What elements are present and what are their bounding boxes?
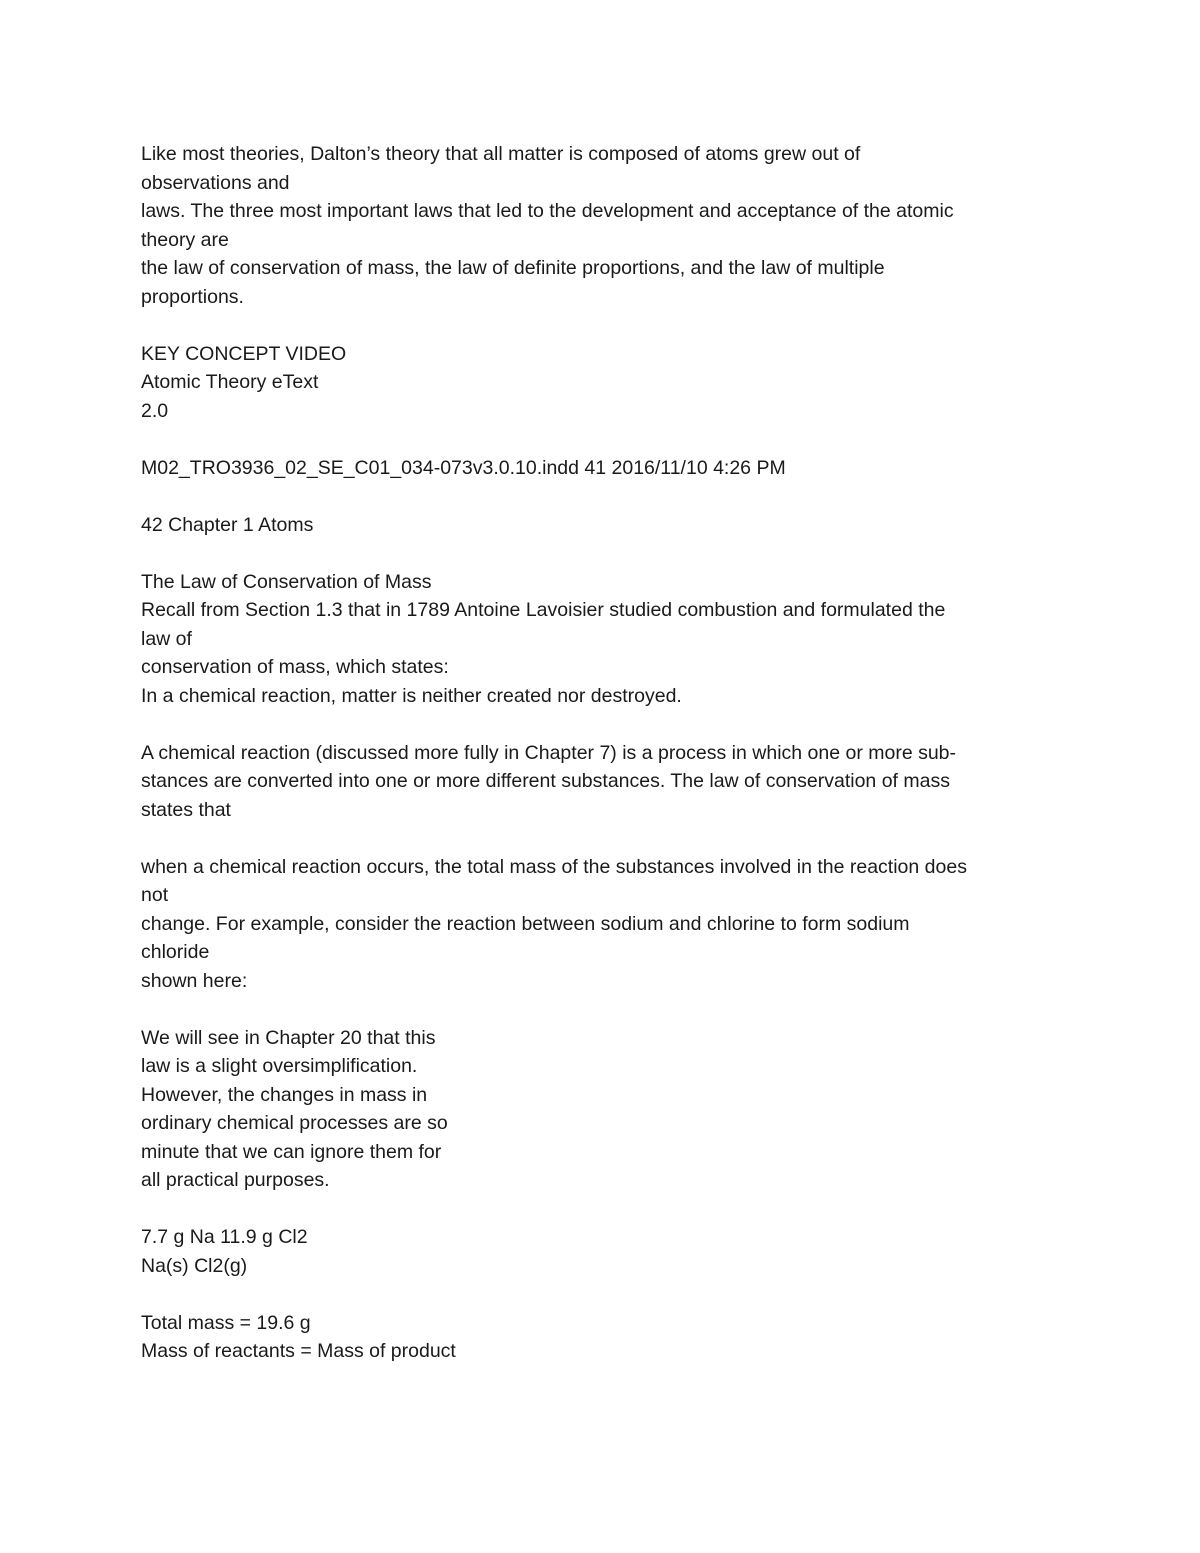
mass-statement-paragraph <box>141 853 1071 996</box>
spacer <box>141 995 1071 1024</box>
text-line: observations and <box>141 171 290 194</box>
text-line: A chemical reaction (discussed more fully in Chapter 7) is a process in which one or more sub- <box>141 741 957 764</box>
text-line: theory are <box>141 228 229 251</box>
text-line: minute that we can ignore them for <box>141 1140 442 1163</box>
text-line: We will see in Chapter 20 that this <box>141 1026 436 1049</box>
text-line: law of <box>141 627 192 650</box>
spacer <box>141 824 1071 853</box>
key-concept-video-block <box>141 340 1071 426</box>
text-line: conservation of mass, which states: <box>141 656 449 678</box>
text-line: all practical purposes. <box>141 1169 330 1191</box>
law-statement: In a chemical reaction, matter is neither created nor destroyed. <box>141 684 682 707</box>
text-line: change. For example, consider the reaction between sodium and chlorine to form sodium <box>141 912 910 935</box>
reactant-masses: 7.7 g Na 11.9 g Cl2 <box>141 1226 308 1248</box>
reaction-definition-paragraph <box>141 739 1071 825</box>
text-line: ordinary chemical processes are so <box>141 1112 448 1134</box>
spacer <box>141 710 1071 739</box>
text-line: when a chemical reaction occurs, the total mass of the substances involved in the reaction does <box>141 855 967 878</box>
spacer <box>141 482 1071 511</box>
section-title: The Law of Conservation of Mass <box>141 570 432 593</box>
video-heading: KEY CONCEPT VIDEO <box>141 342 347 365</box>
text-line: states that <box>141 798 231 821</box>
spacer <box>141 311 1071 340</box>
text-line: chloride <box>141 941 210 963</box>
intro-paragraph <box>141 140 1071 311</box>
text-line: stances are converted into one or more different substances. The law of conservation of mass <box>141 770 950 792</box>
video-title: Atomic Theory eText <box>141 371 319 393</box>
text-line: not <box>141 884 169 906</box>
text-line: law is a slight oversimplification. <box>141 1055 418 1077</box>
video-version: 2.0 <box>141 399 169 422</box>
text-line: Like most theories, Dalton’s theory that all matter is composed of atoms grew out of <box>141 143 861 165</box>
spacer <box>141 1195 1071 1224</box>
reactants-block <box>141 1223 1071 1280</box>
text-line: the law of conservation of mass, the law of definite proportions, and the law of multiple <box>141 257 885 279</box>
text-line: shown here: <box>141 969 248 992</box>
text-line: Recall from Section 1.3 that in 1789 Antoine Lavoisier studied combustion and formulated the <box>141 599 946 621</box>
document-page <box>141 140 1071 1366</box>
total-mass: Total mass = 19.6 g <box>141 1311 311 1334</box>
reactant-formulas: Na(s) Cl2(g) <box>141 1254 248 1277</box>
spacer <box>141 425 1071 454</box>
margin-note <box>141 1024 1071 1195</box>
file-reference: M02_TRO3936_02_SE_C01_034-073v3.0.10.indd 41 2016/11/10 4:26 PM <box>141 456 786 479</box>
totals-block <box>141 1309 1071 1366</box>
spacer <box>141 1280 1071 1309</box>
text-line: proportions. <box>141 285 244 308</box>
text-line: laws. The three most important laws that led to the development and acceptance of the atomic <box>141 200 954 222</box>
conservation-section <box>141 568 1071 711</box>
spacer <box>141 539 1071 568</box>
text-line: However, the changes in mass in <box>141 1083 428 1106</box>
mass-equality: Mass of reactants = Mass of product <box>141 1340 456 1362</box>
chapter-header: 42 Chapter 1 Atoms <box>141 513 314 536</box>
